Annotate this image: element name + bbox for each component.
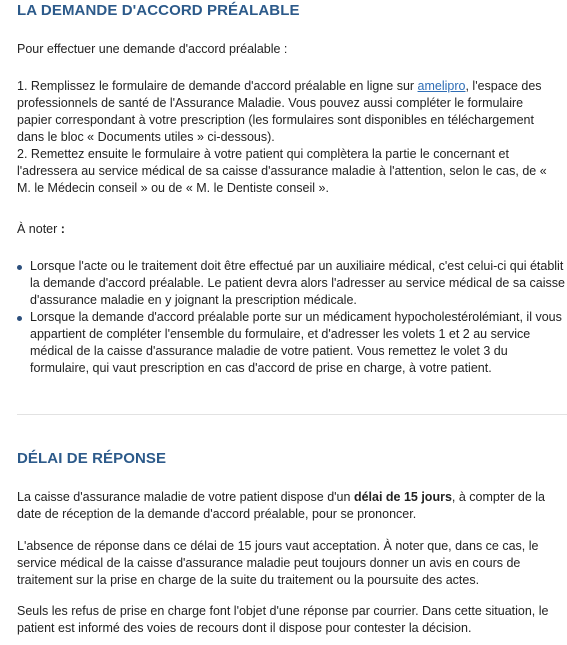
paragraph-text: , à compter de la date de réception de la demande d'accord préalable, pour se prononcer. [17,490,546,521]
note-label [17,221,65,238]
step-text: Remplissez le formulaire de demande d'accord préalable en ligne sur [27,79,418,93]
bullet-icon [17,316,22,321]
section-title-delai-reponse: DÉLAI DE RÉPONSE [17,450,167,467]
list-item [17,146,557,197]
note-colon: : [57,222,65,236]
list-item [17,309,567,377]
section-divider [17,414,567,415]
note-label-text: À noter [17,222,58,236]
delai-emphasis: délai de 15 jours [353,490,452,504]
steps-list [17,78,557,197]
note-text: Lorsque la demande d'accord préalable porte sur un médicament hypocholestérolémiant, il vous appartient de compléter l'ensemble du formulaire, et d'adresser les volets 1 et 2 au service médical de la caisse d'assurance maladie de votre patient. Vous remettez le volet 3 du formulaire, qui vaut prescription en cas d'accord de prise en charge, à votre patient. [30,310,562,375]
list-item [17,78,557,146]
intro-text: Pour effectuer une demande d'accord préalable : [17,42,288,56]
step-text: Remettez ensuite le formulaire à votre patient qui complètera la partie le concernant et l'adressera au service médical de sa caisse d'assurance maladie à l'attention, selon le cas, de « M. le Médecin conseil » ou de « M. le Dentiste conseil ». [17,147,547,195]
section-title-accord-prealable: LA DEMANDE D'ACCORD PRÉALABLE [17,2,300,19]
paragraph-refus: Seuls les refus de prise en charge font l'objet d'une réponse par courrier. Dans cette situation, le patient est informé des voies de recours dont il dispose pour contester la décision. [17,604,549,635]
step-number: 2. [17,147,28,161]
step-number: 1. [17,79,28,93]
step-text: , l'espace des professionnels de santé de l'Assurance Maladie. Vous pouvez aussi compléter le formulaire papier correspondant à votre prescription (les formulaires sont disponibles en téléchargement dans le bloc « Documents utiles » ci-dessous). [17,79,542,144]
list-item [17,258,567,309]
paragraph-delai [17,489,567,523]
paragraph-text: La caisse d'assurance maladie de votre patient dispose d'un [17,490,354,504]
notes-list [17,258,567,377]
bullet-icon [17,265,22,270]
amelipro-link[interactable]: amelipro [417,79,466,93]
note-text: Lorsque l'acte ou le traitement doit être effectué par un auxiliaire médical, c'est celui-ci qui établit la demande d'accord préalable. Le patient devra alors l'adresser au service médical de sa caisse d'assurance maladie en y joignant la prescription médicale. [30,259,565,307]
paragraph-absence-reponse: L'absence de réponse dans ce délai de 15 jours vaut acceptation. À noter que, dans ce cas, le service médical de la caisse d'assurance maladie peut toujours donner un avis en cours de traitement sur la prise en charge de la suite du traitement ou la poursuite des actes. [17,539,539,587]
